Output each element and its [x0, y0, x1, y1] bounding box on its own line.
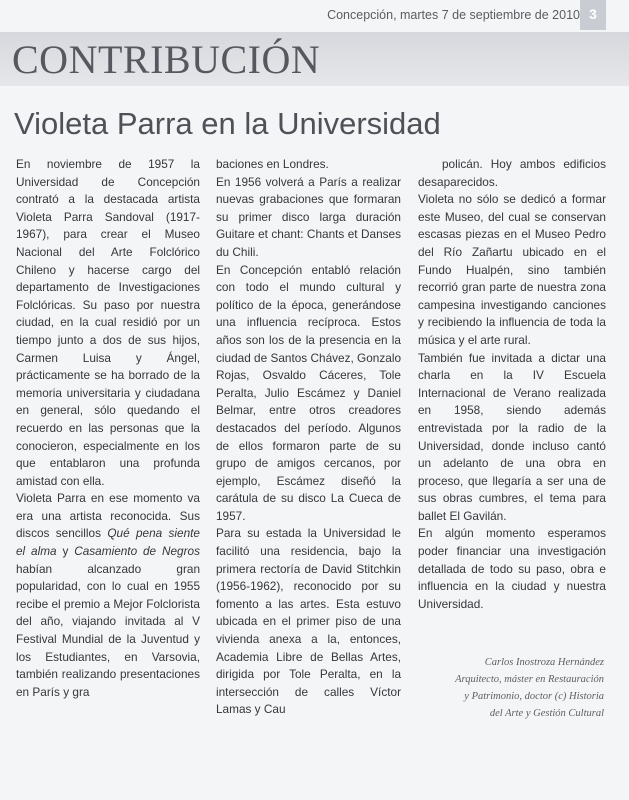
- column3-paragraph-4: En algún momento esperamos poder financiar una investigación detallada de todo su paso, obra e influencia en la ciudad y nuestra Universidad.: [418, 526, 606, 611]
- column2-paragraph-2: En 1956 volverá a París a realizar nuevas grabaciones que formaran su primer disco larga duración Guitare et chant: Chants et Danses du Chili.: [216, 174, 401, 259]
- article-column-3: [418, 156, 606, 613]
- article-body: [16, 156, 606, 716]
- author-signature: [412, 654, 604, 722]
- song-title-1: Qué pena siente el alma: [16, 526, 200, 559]
- column3-paragraph-3: También fue invitada a dictar una charla en la IV Escuela Internacional de Verano realizada en 1958, siendo además entrevistada por la radio de la Universidad, donde incluso cantó un adelanto de una obra en proceso, que llegaría a ser una de sus obras cumbres, el tema para ballet El Gavilán.: [418, 350, 606, 523]
- column2-paragraph-1: baciones en Londres.: [216, 157, 329, 171]
- dateline: Concepción, martes 7 de septiembre de 2010: [327, 8, 580, 22]
- column1-p2-text-b: y: [56, 544, 75, 559]
- page-number: 3: [580, 0, 606, 30]
- section-title: CONTRIBUCIÓN: [12, 37, 321, 82]
- column1-paragraph-2: [16, 490, 200, 701]
- column1-paragraph-1: En noviembre de 1957 la Universidad de Concepción contrató a la destacada artista Violeta Parra Sandoval (1917-1967), para crear el Museo Nacional del Arte Folclórico Chileno y hacerse cargo del departamento de Investigaciones Folclóricas. Su paso por nuestra ciudad, en la cual residió por un tiempo junto a dos de sus hijos, Carmen Luisa y Ángel, prácticamente se ha borrado de la memoria universitaria y ciudadana en general, sólo quedando el recuerdo en las personas que la conocieron, especialmente en los que entablaron una profunda amistad con ella.: [16, 157, 200, 488]
- article-headline: Violeta Parra en la Universidad: [14, 106, 441, 141]
- author-credential-3: del Arte y Gestión Cultural: [489, 708, 604, 719]
- article-column-1: [16, 156, 200, 701]
- author-name: Carlos Inostroza Hernández: [484, 657, 604, 668]
- column3-paragraph-1: policán. Hoy ambos edificios desaparecidos.: [418, 157, 606, 189]
- song-title-2: Casamiento de Negros: [74, 544, 200, 559]
- author-credential-1: Arquitecto, máster en Restauración: [455, 674, 604, 685]
- article-column-2: [216, 156, 401, 719]
- column3-paragraph-2: Violeta no sólo se dedicó a formar este Museo, del cual se conservan escasas piezas en el Museo Pedro del Río Zañartu ubicado en el Fundo Hualpén, sino también recorrió gran parte de nuestra zona campesina investigando canciones y recibiendo la influencia de toda la música y el arte rural.: [418, 192, 606, 347]
- column1-p2-text-a: Violeta Parra en ese momento va era una artista reconocida. Sus discos sencillos: [16, 491, 200, 541]
- column1-p2-text-c: habían alcanzado gran popularidad, con lo cual en 1955 recibe el premio a Mejor Folclorista del año, viajando invitada al V Festival Mundial de la Juventud y los Estudiantes, en Varsovia, también realizando presentaciones en París y gra: [16, 561, 200, 699]
- column2-paragraph-3: En Concepción entabló relación con todo el mundo cultural y político de la época, generándose una influencia recíproca. Estos años son los de la presencia en la ciudad de Santos Chávez, Gonzalo Rojas, Osvaldo Cáceres, Tole Peralta, Julio Escámez y Daniel Belmar, entre otros creadores destacados del período. Algunos de ellos formaron parte de su grupo de amigos cercanos, por ejemplo, Escámez diseñó la carátula de su disco La Cueca de 1957.: [216, 262, 401, 523]
- author-credential-2: y Patrimonio, doctor (c) Historia: [464, 691, 604, 702]
- column2-paragraph-4: Para su estada la Universidad le facilitó una residencia, bajo la primera rectoría de David Stitchkin (1956-1962), reconocido por su fomento a las artes. Esta estuvo ubicada en el primer piso de una vivienda anexa a la, entonces, Academia Libre de Bellas Artes, dirigida por Tole Peralta, en la intersección de calles Víctor Lamas y Cau: [216, 526, 401, 717]
